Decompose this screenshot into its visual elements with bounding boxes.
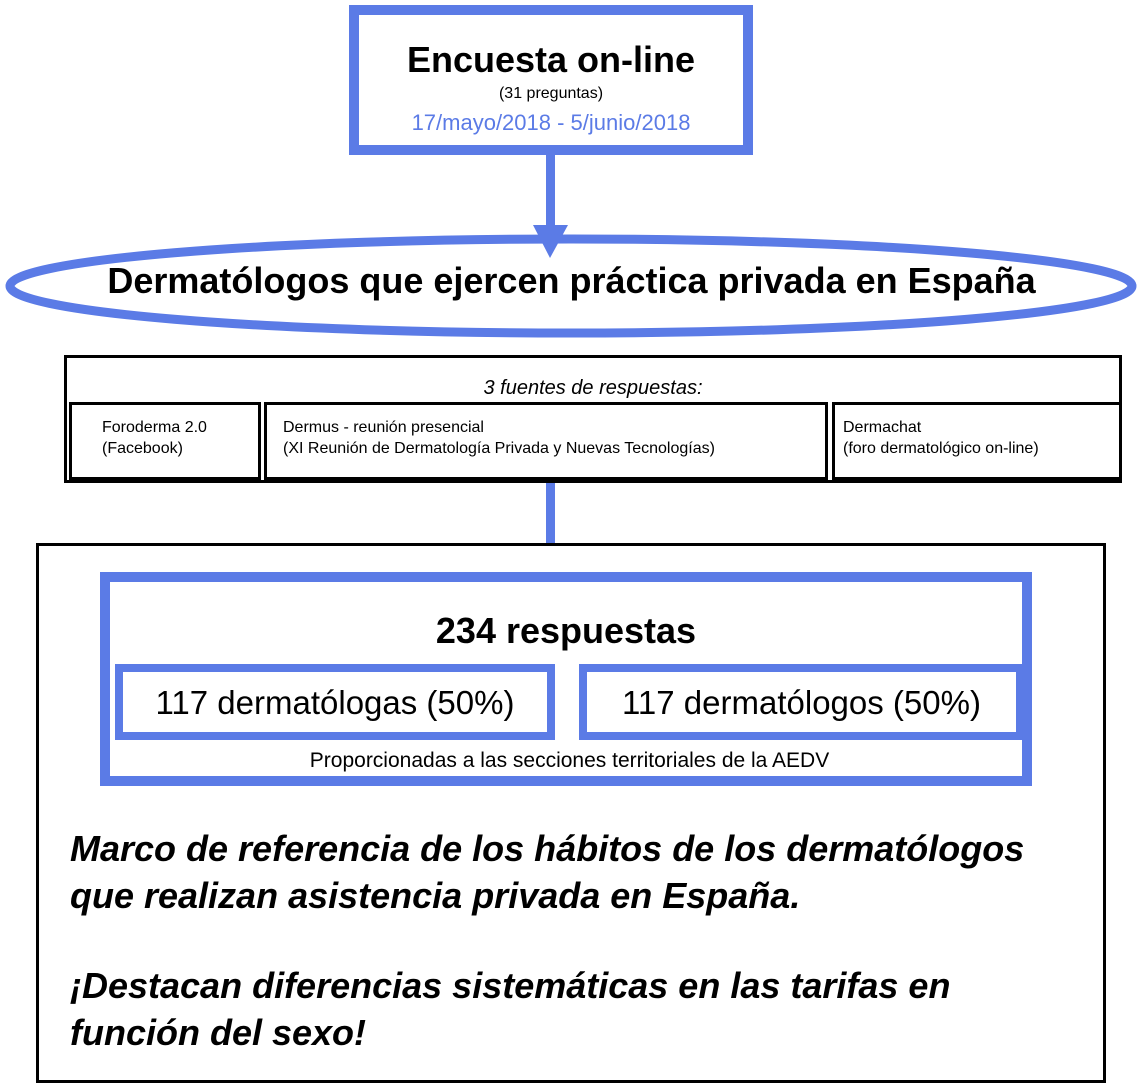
survey-questions: (31 preguntas) (498, 85, 604, 102)
conclusion-differences (70, 962, 1090, 1056)
conclusion-differences-line2: función del sexo! (70, 1012, 367, 1053)
conclusion-differences-line1: ¡Destacan diferencias sistemáticas en las tarifas en (70, 965, 951, 1006)
responses-total: 234 respuestas (435, 610, 697, 651)
source-dermus-detail: (XI Reunión de Dermatología Privada y Nuevas Tecnologías) (283, 440, 715, 457)
survey-box (349, 5, 753, 155)
source-dermus-name: Dermus - reunión presencial (283, 419, 484, 436)
conclusion-reference-line2: que realizan asistencia privada en España. (70, 875, 801, 916)
source-foroderma-detail: (Facebook) (102, 440, 183, 457)
sources-box (64, 355, 1122, 483)
source-dermachat-name: Dermachat (843, 419, 922, 436)
female-count: 117 dermatólogas (50%) (115, 664, 555, 740)
survey-title: Encuesta on-line (406, 39, 696, 80)
arrow-shaft-survey (546, 150, 555, 230)
conclusion-reference-line1: Marco de referencia de los hábitos de los dermatólogos (70, 828, 1025, 869)
territorial-note-box (115, 742, 1024, 783)
arrow-shaft-sources (546, 478, 555, 553)
population-label: Dermatólogos que ejercen práctica privada en España (107, 260, 1036, 301)
source-dermachat-detail: (foro dermatológico on-line) (843, 440, 1039, 457)
source-foroderma-name: Foroderma 2.0 (102, 419, 207, 436)
male-count: 117 dermatólogos (50%) (579, 664, 1024, 740)
source-foroderma (69, 402, 261, 480)
responses-box (100, 572, 1032, 786)
source-dermus (264, 402, 828, 480)
sources-title: 3 fuentes de respuestas: (483, 377, 703, 399)
territorial-note: Proporcionadas a las secciones territoriales de la AEDV (309, 749, 830, 772)
survey-dates: 17/mayo/2018 - 5/junio/2018 (411, 110, 691, 135)
source-dermachat (832, 402, 1122, 480)
conclusion-reference (70, 825, 1090, 919)
